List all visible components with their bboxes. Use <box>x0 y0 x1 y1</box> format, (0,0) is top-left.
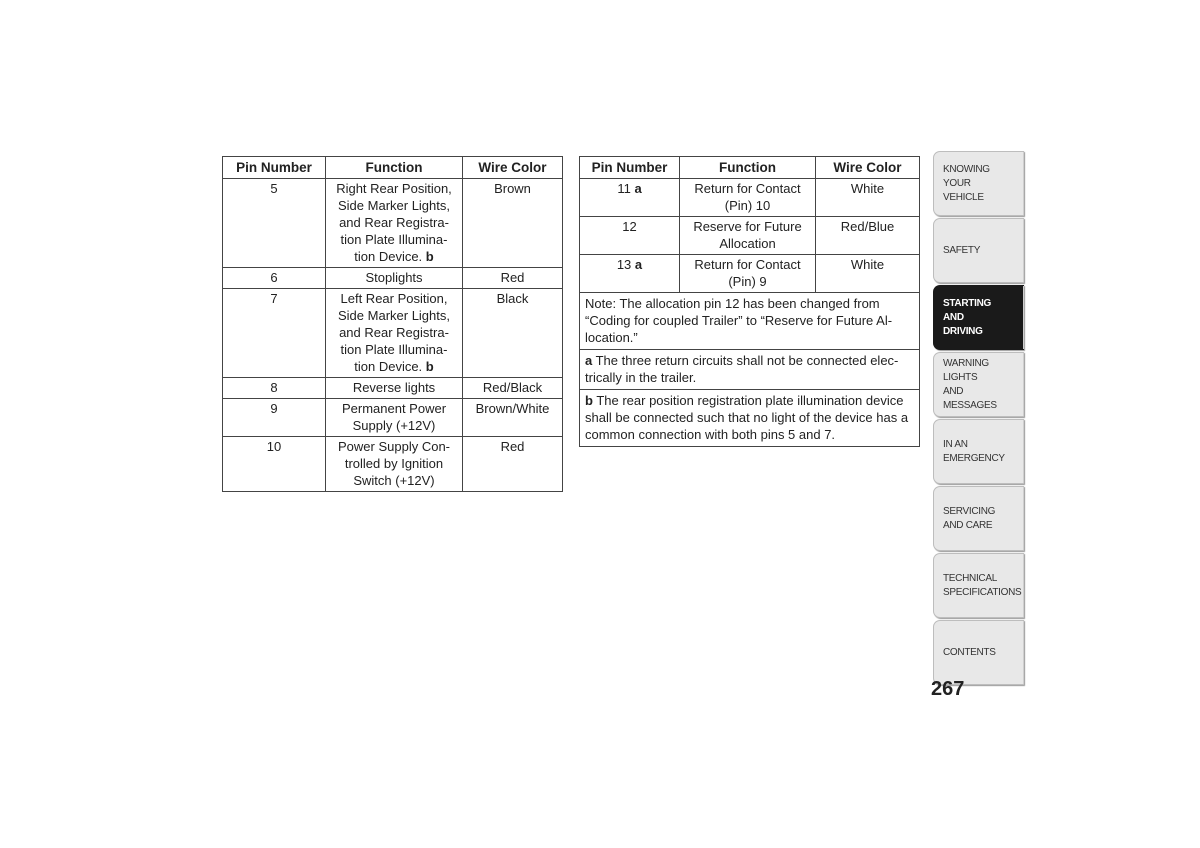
header-wire-color: Wire Color <box>816 157 920 179</box>
table-row <box>223 437 563 492</box>
header-function: Function <box>680 157 816 179</box>
function-cell: Left Rear Position, Side Marker Lights, and Rear Registra- tion Plate Illumina- tion Device. b <box>326 289 463 378</box>
footnote-ref: a <box>634 257 643 272</box>
function-cell: Power Supply Con- trolled by Ignition Switch (+12V) <box>326 437 463 492</box>
tab-servicing-and-care[interactable] <box>933 486 1024 551</box>
footnote-ref: a <box>634 181 642 196</box>
pin-cell: 8 <box>223 378 326 399</box>
tab-label: SAFETY <box>943 244 981 256</box>
tab-safety[interactable] <box>933 218 1024 283</box>
wire-color-cell: White <box>816 179 920 217</box>
wire-color-cell: Brown/White <box>463 399 563 437</box>
pin-cell: 12 <box>580 217 680 255</box>
note-row <box>580 293 920 350</box>
tab-starting-and-driving[interactable] <box>933 285 1024 350</box>
page-number: 267 <box>931 678 965 700</box>
footnote-row <box>580 390 920 447</box>
tab-label: TECHNICAL SPECIFICATIONS <box>943 572 1022 598</box>
table-row <box>223 399 563 437</box>
pin-cell: 13 a <box>580 255 680 293</box>
pin-cell: 6 <box>223 268 326 289</box>
footnote-row <box>580 350 920 390</box>
pin-cell: 7 <box>223 289 326 378</box>
pin-cell: 10 <box>223 437 326 492</box>
wire-color-cell: White <box>816 255 920 293</box>
pin-table-right <box>579 156 920 447</box>
table-row <box>223 268 563 289</box>
table-header-row <box>223 157 563 179</box>
function-cell: Return for Contact (Pin) 10 <box>680 179 816 217</box>
tab-label: IN AN EMERGENCY <box>943 438 1005 464</box>
tab-label: KNOWING YOUR VEHICLE <box>943 163 990 203</box>
pin-cell: 11 a <box>580 179 680 217</box>
table-header-row <box>580 157 920 179</box>
wire-color-cell: Red <box>463 268 563 289</box>
wire-color-cell: Brown <box>463 179 563 268</box>
table-row <box>223 289 563 378</box>
tab-label: STARTING AND DRIVING <box>943 297 991 337</box>
allocation-note: Note: The allocation pin 12 has been changed from “Coding for coupled Trailer” to “Reserve for Future Al-location.” <box>580 293 920 350</box>
function-cell: Stoplights <box>326 268 463 289</box>
tab-contents[interactable] <box>933 620 1024 685</box>
tab-knowing-your-vehicle[interactable] <box>933 151 1024 216</box>
header-pin-number: Pin Number <box>580 157 680 179</box>
function-cell: Reverse lights <box>326 378 463 399</box>
tab-label: WARNING LIGHTS AND MESSAGES <box>943 357 997 411</box>
footnote-ref: b <box>425 249 434 264</box>
wire-color-cell: Red <box>463 437 563 492</box>
footnote-ref: b <box>425 359 434 374</box>
tab-in-an-emergency[interactable] <box>933 419 1024 484</box>
pin-cell: 9 <box>223 399 326 437</box>
pin-cell: 5 <box>223 179 326 268</box>
pin-table-left <box>222 156 563 492</box>
tab-warning-lights-and-messages[interactable] <box>933 352 1024 417</box>
tab-label: SERVICING AND CARE <box>943 505 996 531</box>
footnote-b: b The rear position registration plate illumination device shall be connected such that no light of the device has a common connection with both pins 5 and 7. <box>580 390 920 447</box>
header-wire-color: Wire Color <box>463 157 563 179</box>
tab-technical-specifications[interactable] <box>933 553 1024 618</box>
table-row <box>580 255 920 293</box>
table-row <box>223 179 563 268</box>
function-cell: Permanent Power Supply (+12V) <box>326 399 463 437</box>
wire-color-cell: Red/Black <box>463 378 563 399</box>
wire-color-cell: Red/Blue <box>816 217 920 255</box>
table-row <box>223 378 563 399</box>
table-row <box>580 179 920 217</box>
tab-label: CONTENTS <box>943 646 996 658</box>
table-row <box>580 217 920 255</box>
footnote-a: a The three return circuits shall not be connected elec-trically in the trailer. <box>580 350 920 390</box>
function-cell: Reserve for Future Allocation <box>680 217 816 255</box>
chapter-tabs <box>933 151 1024 687</box>
function-cell: Right Rear Position, Side Marker Lights, and Rear Registra- tion Plate Illumina- tion Device. b <box>326 179 463 268</box>
header-function: Function <box>326 157 463 179</box>
function-cell: Return for Contact (Pin) 9 <box>680 255 816 293</box>
header-pin-number: Pin Number <box>223 157 326 179</box>
wire-color-cell: Black <box>463 289 563 378</box>
